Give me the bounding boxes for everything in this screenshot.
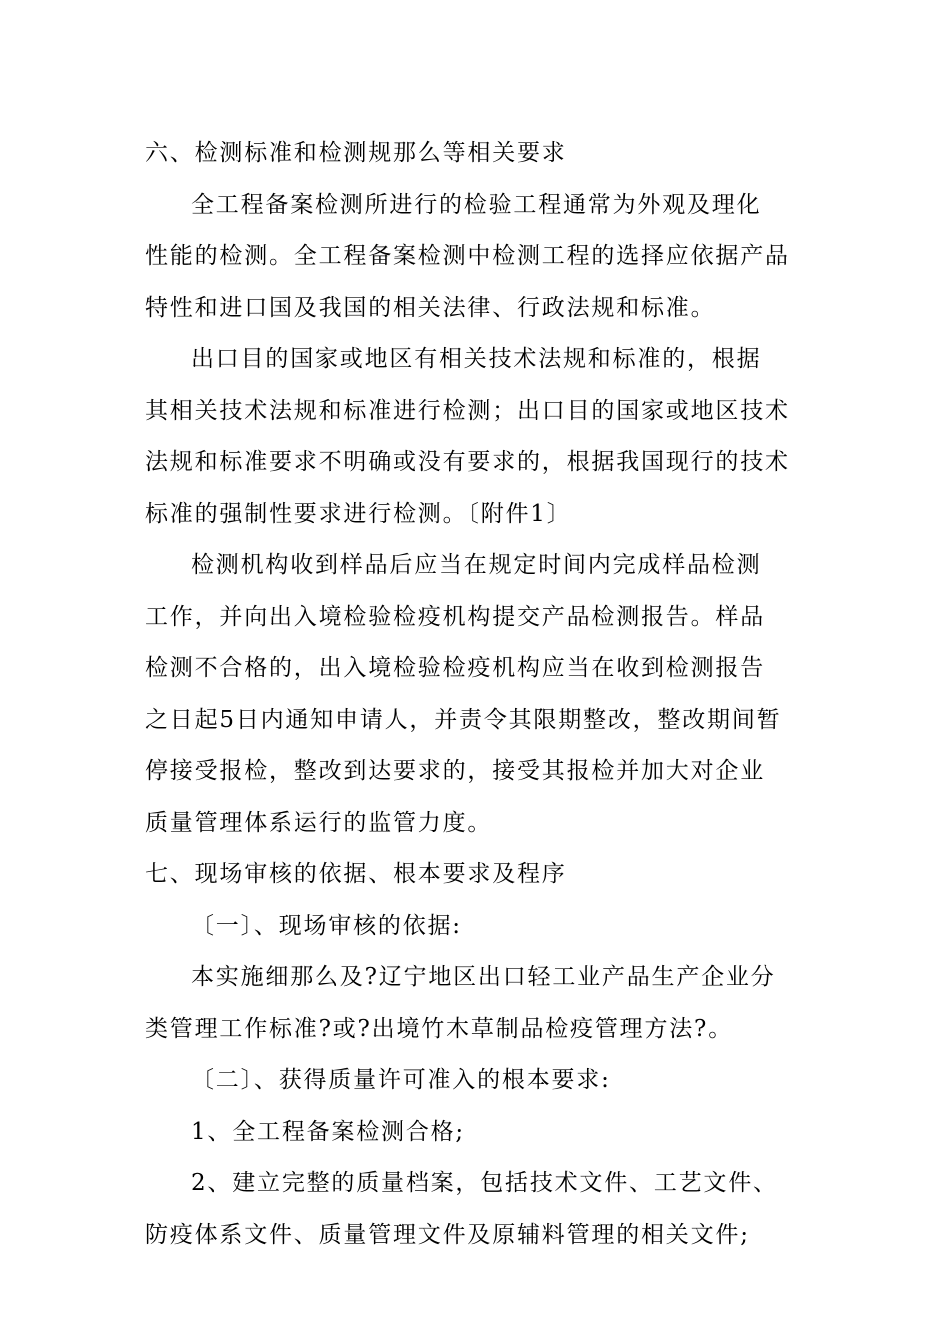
paragraph-line: 特性和进口国及我国的相关法律、行政法规和标准。 xyxy=(145,294,716,321)
paragraph-line: 全工程备案检测所进行的检验工程通常为外观及理化 xyxy=(191,191,762,218)
paragraph-line: 出口目的国家或地区有相关技术法规和标准的，根据 xyxy=(191,346,762,372)
paragraph-line: 性能的检测。全工程备案检测中检测工程的选择应依据产品 xyxy=(145,243,790,269)
paragraph-line: 之日起5日内通知申请人，并责令其限期整改，整改期间暂 xyxy=(145,706,782,733)
paragraph-line: 检测机构收到样品后应当在规定时间内完成样品检测 xyxy=(191,552,762,578)
paragraph-line: 防疫体系文件、质量管理文件及原辅料管理的相关文件; xyxy=(145,1221,750,1248)
document-body xyxy=(145,128,805,1261)
paragraph-line: 其相关技术法规和标准进行检测；出口目的国家或地区技术 xyxy=(145,397,790,424)
paragraph-line: 停接受报检，整改到达要求的，接受其报检并加大对企业 xyxy=(145,758,765,784)
paragraph-line: 类管理工作标准?或?出境竹木草制品检疫管理方法?。 xyxy=(145,1015,733,1042)
subsection-heading-2: 〔二〕、获得质量许可准入的根本要求: xyxy=(191,1067,611,1093)
paragraph-line: 检测不合格的，出入境检验检疫机构应当在收到检测报告 xyxy=(145,655,765,681)
paragraph-line: 法规和标准要求不明确或没有要求的，根据我国现行的技术 xyxy=(145,449,790,475)
paragraph-line: 工作，并向出入境检验检疫机构提交产品检测报告。样品 xyxy=(145,603,765,630)
section-heading-7: 七、现场审核的依据、根本要求及程序 xyxy=(145,861,567,887)
subsection-heading-1: 〔一〕、现场审核的依据: xyxy=(191,912,462,939)
paragraph-line: 标准的强制性要求进行检测。〔附件1〕 xyxy=(145,500,572,527)
section-heading-6: 六、检测标准和检测规那么等相关要求 xyxy=(145,140,567,166)
paragraph-line: 质量管理体系运行的监管力度。 xyxy=(145,809,493,836)
list-item-2: 2、建立完整的质量档案，包括技术文件、工艺文件、 xyxy=(191,1170,778,1196)
paragraph-line: 本实施细那么及?辽宁地区出口轻工业产品生产企业分 xyxy=(191,964,776,990)
list-item-1: 1、全工程备案检测合格; xyxy=(191,1118,465,1145)
